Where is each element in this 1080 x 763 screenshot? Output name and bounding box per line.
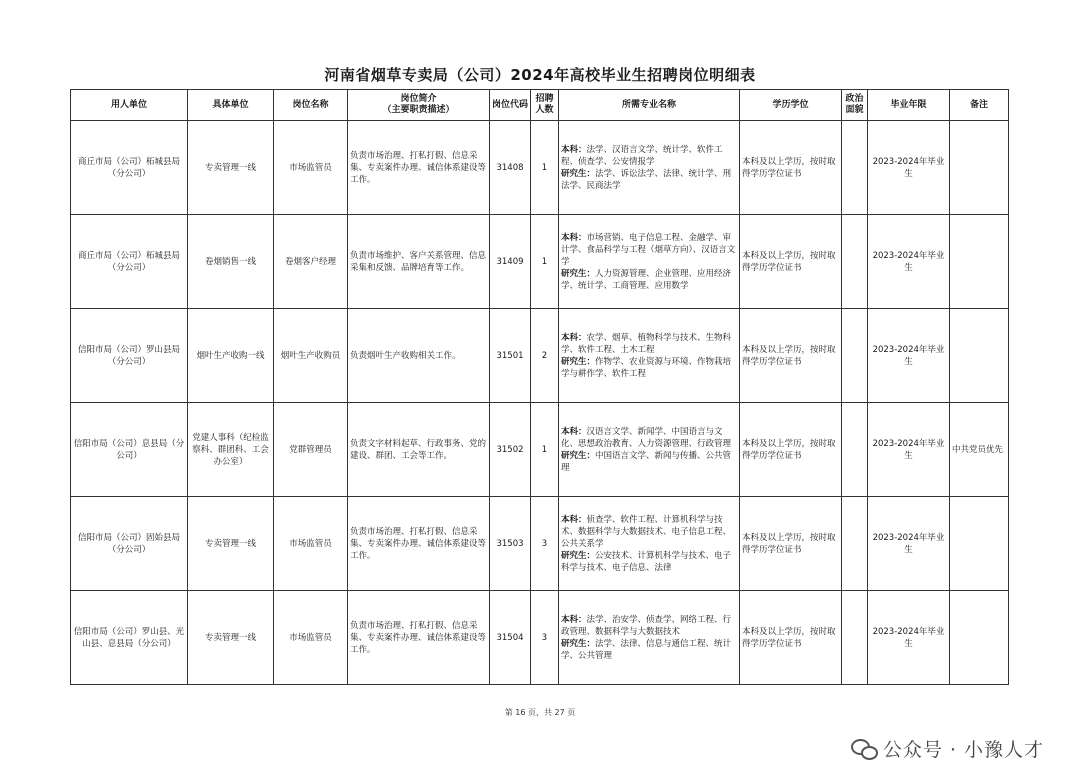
cell-post: 烟叶生产收购员 [274,309,348,403]
major-graduate [561,638,737,662]
cell-dept: 专卖管理一线 [188,591,274,685]
cell-political [842,403,868,497]
header-desc [348,90,490,121]
major-undergrad-label: 本科： [561,232,587,243]
table-row [71,121,1009,215]
cell-note [950,215,1009,309]
major-undergrad-text: 汉语言文学、新闻学、中国语言与文化、思想政治教育、人力资源管理、行政管理 [561,426,732,449]
cell-num: 1 [531,121,559,215]
cell-code: 31409 [490,215,531,309]
cell-unit: 信阳市局（公司）息县局（分公司） [71,403,188,497]
major-graduate-label: 研究生： [561,550,596,561]
cell-edu: 本科及以上学历，按时取得学历学位证书 [740,215,842,309]
major-undergrad-label: 本科： [561,426,587,437]
cell-post: 卷烟客户经理 [274,215,348,309]
cell-political [842,309,868,403]
table-row [71,591,1009,685]
major-graduate-text: 法学、诉讼法学、法律、统计学、刑法学、民商法学 [561,168,732,191]
header-unit: 用人单位 [71,90,188,121]
major-undergrad-label: 本科： [561,514,587,525]
cell-unit: 信阳市局（公司）罗山县、光山县、息县局（分公司） [71,591,188,685]
table-row [71,309,1009,403]
major-undergrad-text: 法学、治安学、侦查学、网络工程、行政管理、数据科学与大数据技术 [561,614,732,637]
cell-code: 31502 [490,403,531,497]
major-undergrad [561,514,737,550]
cell-dept: 专卖管理一线 [188,121,274,215]
major-graduate-text: 作物学、农业资源与环境、作物栽培学与耕作学、软件工程 [561,356,732,379]
cell-post: 市场监管员 [274,497,348,591]
cell-political [842,121,868,215]
cell-political [842,591,868,685]
major-undergrad-text: 农学、烟草、植物科学与技术、生物科学、软件工程、土木工程 [561,332,732,355]
cell-edu: 本科及以上学历，按时取得学历学位证书 [740,309,842,403]
watermark [851,735,1044,762]
cell-dept: 党建人事科（纪检监察科、群团科、工会办公室） [188,403,274,497]
cell-major [559,309,740,403]
cell-major [559,403,740,497]
cell-post: 党群管理员 [274,403,348,497]
cell-dept: 卷烟销售一线 [188,215,274,309]
major-graduate-text: 中国语言文学、新闻与传播、公共管理 [561,450,732,473]
cell-post: 市场监管员 [274,121,348,215]
cell-desc: 负责文字材料起草、行政事务、党的建设、群团、工会等工作。 [348,403,490,497]
major-graduate-label: 研究生： [561,168,596,179]
cell-unit: 信阳市局（公司）罗山县局（分公司） [71,309,188,403]
header-post: 岗位名称 [274,90,348,121]
major-graduate [561,450,737,474]
major-graduate-text: 公安技术、计算机科学与技术、电子科学与技术、电子信息、法律 [561,550,732,573]
header-political: 政治面貌 [842,90,868,121]
major-graduate-label: 研究生： [561,356,596,367]
cell-note [950,591,1009,685]
page-footer: 第 16 页，共 27 页 [504,708,576,717]
major-graduate [561,168,737,192]
cell-note [950,121,1009,215]
cell-code: 31503 [490,497,531,591]
cell-major [559,215,740,309]
cell-desc: 负责市场维护、客户关系管理、信息采集和反馈、品牌培育等工作。 [348,215,490,309]
cell-code: 31408 [490,121,531,215]
cell-grad: 2023-2024年毕业生 [868,215,950,309]
major-graduate [561,550,737,574]
cell-political [842,497,868,591]
major-undergrad [561,144,737,168]
cell-edu: 本科及以上学历，按时取得学历学位证书 [740,497,842,591]
watermark-text: 公众号 · 小豫人才 [882,739,1044,761]
major-undergrad-label: 本科： [561,332,587,343]
cell-code: 31501 [490,309,531,403]
major-undergrad [561,232,737,268]
cell-edu: 本科及以上学历，按时取得学历学位证书 [740,591,842,685]
cell-edu: 本科及以上学历，按时取得学历学位证书 [740,121,842,215]
cell-major [559,497,740,591]
major-undergrad-text: 市场营销、电子信息工程、金融学、审计学、食品科学与工程（烟草方向）、汉语言文学 [561,232,736,267]
cell-num: 2 [531,309,559,403]
header-desc-line2: （主要职责描述） [382,105,455,115]
major-graduate-text: 法学、法律、信息与通信工程、统计学、公共管理 [561,638,732,661]
cell-dept: 专卖管理一线 [188,497,274,591]
cell-grad: 2023-2024年毕业生 [868,309,950,403]
header-code: 岗位代码 [490,90,531,121]
job-table [70,89,1009,685]
header-note: 备注 [950,90,1009,121]
major-undergrad [561,332,737,356]
table-header-row [71,90,1009,121]
cell-note [950,309,1009,403]
cell-unit: 商丘市局（公司）柘城县局（分公司） [71,121,188,215]
major-graduate-label: 研究生： [561,450,596,461]
major-graduate-label: 研究生： [561,268,596,279]
cell-num: 1 [531,403,559,497]
cell-num: 1 [531,215,559,309]
cell-num: 3 [531,591,559,685]
major-graduate-text: 人力资源管理、企业管理、应用经济学、统计学、工商管理、应用数学 [561,268,732,291]
major-undergrad [561,614,737,638]
header-major: 所需专业名称 [559,90,740,121]
cell-unit: 信阳市局（公司）固始县局（分公司） [71,497,188,591]
cell-desc: 负责市场治理、打私打假、信息采集、专卖案件办理、诚信体系建设等工作。 [348,591,490,685]
page-title: 河南省烟草专卖局（公司）2024年高校毕业生招聘岗位明细表 [324,66,756,84]
cell-grad: 2023-2024年毕业生 [868,591,950,685]
cell-major [559,121,740,215]
cell-post: 市场监管员 [274,591,348,685]
header-grad: 毕业年限 [868,90,950,121]
header-edu: 学历学位 [740,90,842,121]
cell-note: 中共党员优先 [950,403,1009,497]
major-graduate-label: 研究生： [561,638,596,649]
cell-grad: 2023-2024年毕业生 [868,403,950,497]
cell-num: 3 [531,497,559,591]
cell-desc: 负责烟叶生产收购相关工作。 [348,309,490,403]
major-undergrad-text: 法学、汉语言文学、统计学、软件工程、侦查学、公安情报学 [561,144,723,167]
table-row [71,215,1009,309]
header-dept: 具体单位 [188,90,274,121]
cell-political [842,215,868,309]
cell-grad: 2023-2024年毕业生 [868,497,950,591]
major-graduate [561,356,737,380]
major-undergrad-label: 本科： [561,144,587,155]
header-num: 招聘人数 [531,90,559,121]
major-undergrad [561,426,737,450]
header-desc-line1: 岗位简介 [400,94,437,104]
cell-note [950,497,1009,591]
cell-edu: 本科及以上学历，按时取得学历学位证书 [740,403,842,497]
major-graduate [561,268,737,292]
cell-dept: 烟叶生产收购一线 [188,309,274,403]
cell-desc: 负责市场治理、打私打假、信息采集、专卖案件办理、诚信体系建设等工作。 [348,497,490,591]
table-row [71,497,1009,591]
wechat-icon [851,738,877,760]
cell-grad: 2023-2024年毕业生 [868,121,950,215]
table-row [71,403,1009,497]
cell-major [559,591,740,685]
cell-code: 31504 [490,591,531,685]
cell-unit: 商丘市局（公司）柘城县局（分公司） [71,215,188,309]
cell-desc: 负责市场治理、打私打假、信息采集、专卖案件办理、诚信体系建设等工作。 [348,121,490,215]
major-undergrad-text: 侦查学、软件工程、计算机科学与技术、数据科学与大数据技术、电子信息工程、公共关系学 [561,514,732,549]
table-body [71,121,1009,685]
major-undergrad-label: 本科： [561,614,587,625]
